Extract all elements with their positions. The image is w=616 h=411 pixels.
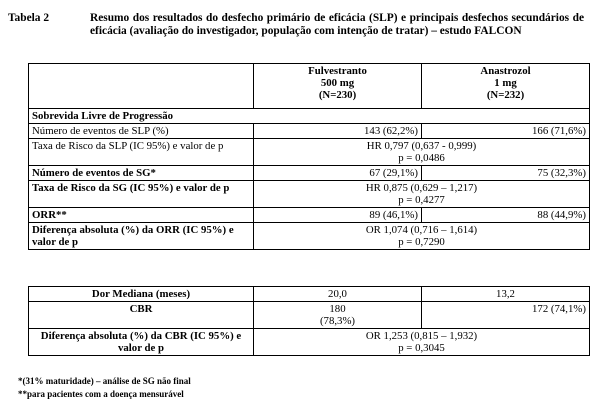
anastrozole-value: 172 (74,1%): [422, 302, 590, 329]
header-anastrozole: [422, 64, 590, 109]
merged-value: [254, 329, 590, 356]
fulvestrant-value: 67 (29,1%): [254, 166, 422, 181]
merged-value-line1: OR 1,074 (0,716 – 1,614): [365, 224, 478, 236]
row-label: Taxa de Risco da SG (IC 95%) e valor de p: [29, 181, 254, 208]
fulvestrant-value-percent: (78,3%): [319, 315, 356, 327]
merged-value: [254, 223, 590, 250]
footnote-orr: **para pacientes com a doença mensurável: [18, 389, 184, 399]
merged-value: [254, 139, 590, 166]
row-label: Número de eventos de SLP (%): [29, 124, 254, 139]
merged-value-line2: p = 0,0486: [398, 152, 445, 164]
merged-value-line1: HR 0,797 (0,637 - 0,999): [366, 140, 477, 152]
fulvestrant-value: 89 (46,1%): [254, 208, 422, 223]
table-header-row: [29, 64, 590, 109]
table-row: [29, 302, 590, 329]
primary-efficacy-table: [28, 63, 590, 250]
merged-value: [254, 181, 590, 208]
table-row: [29, 208, 590, 223]
caption-text: Resumo dos resultados do desfecho primário de eficácia (SLP) e principais desfechos secundários de eficácia (avaliação do investigador, população com intenção de tratar) – estudo FALCON: [90, 12, 584, 37]
merged-value-line2: p = 0,4277: [398, 194, 445, 206]
row-label: CBR: [29, 302, 254, 329]
footnote-os: *(31% maturidade) – análise de SG não final: [18, 376, 191, 386]
section-label: Sobrevida Livre de Progressão: [29, 109, 590, 124]
anastrozole-value: 88 (44,9%): [422, 208, 590, 223]
row-label: Diferença absoluta (%) da ORR (IC 95%) e valor de p: [29, 223, 254, 250]
header-fulvestrant: [254, 64, 422, 109]
merged-value-line1: OR 1,253 (0,815 – 1,932): [365, 330, 478, 342]
merged-value-line1: HR 0,875 (0,629 – 1,217): [365, 182, 478, 194]
table-row: [29, 181, 590, 208]
table-row: [29, 329, 590, 356]
header-anastrozole-name: Anastrozol: [480, 65, 531, 77]
header-anastrozole-dose: 1 mg: [494, 77, 517, 89]
table-row: [29, 287, 590, 302]
header-fulvestrant-n: (N=230): [318, 89, 357, 101]
caption-label: Tabela 2: [8, 12, 50, 24]
table-row: [29, 166, 590, 181]
anastrozole-value: 166 (71,6%): [422, 124, 590, 139]
row-label: Diferença absoluta (%) da CBR (IC 95%) e valor de p: [29, 329, 254, 356]
table-row: [29, 223, 590, 250]
header-anastrozole-n: (N=232): [486, 89, 525, 101]
anastrozole-value: 13,2: [422, 287, 590, 302]
row-label: ORR**: [29, 208, 254, 223]
header-fulvestrant-name: Fulvestranto: [308, 65, 367, 77]
fulvestrant-value: 143 (62,2%): [254, 124, 422, 139]
merged-value-line2: p = 0,7290: [398, 236, 445, 248]
row-label: Número de eventos de SG*: [29, 166, 254, 181]
merged-value-line2: p = 0,3045: [398, 342, 445, 354]
table-caption: [8, 12, 588, 38]
fulvestrant-value-count: 180: [329, 303, 346, 315]
section-row: [29, 109, 590, 124]
row-label: Taxa de Risco da SLP (IC 95%) e valor de p: [29, 139, 254, 166]
secondary-efficacy-table: [28, 286, 590, 356]
table-row: [29, 139, 590, 166]
fulvestrant-value: 20,0: [254, 287, 422, 302]
table-row: [29, 124, 590, 139]
anastrozole-value: 75 (32,3%): [422, 166, 590, 181]
header-empty-cell: [29, 64, 254, 109]
row-label: Dor Mediana (meses): [29, 287, 254, 302]
fulvestrant-value: [254, 302, 422, 329]
header-fulvestrant-dose: 500 mg: [320, 77, 355, 89]
